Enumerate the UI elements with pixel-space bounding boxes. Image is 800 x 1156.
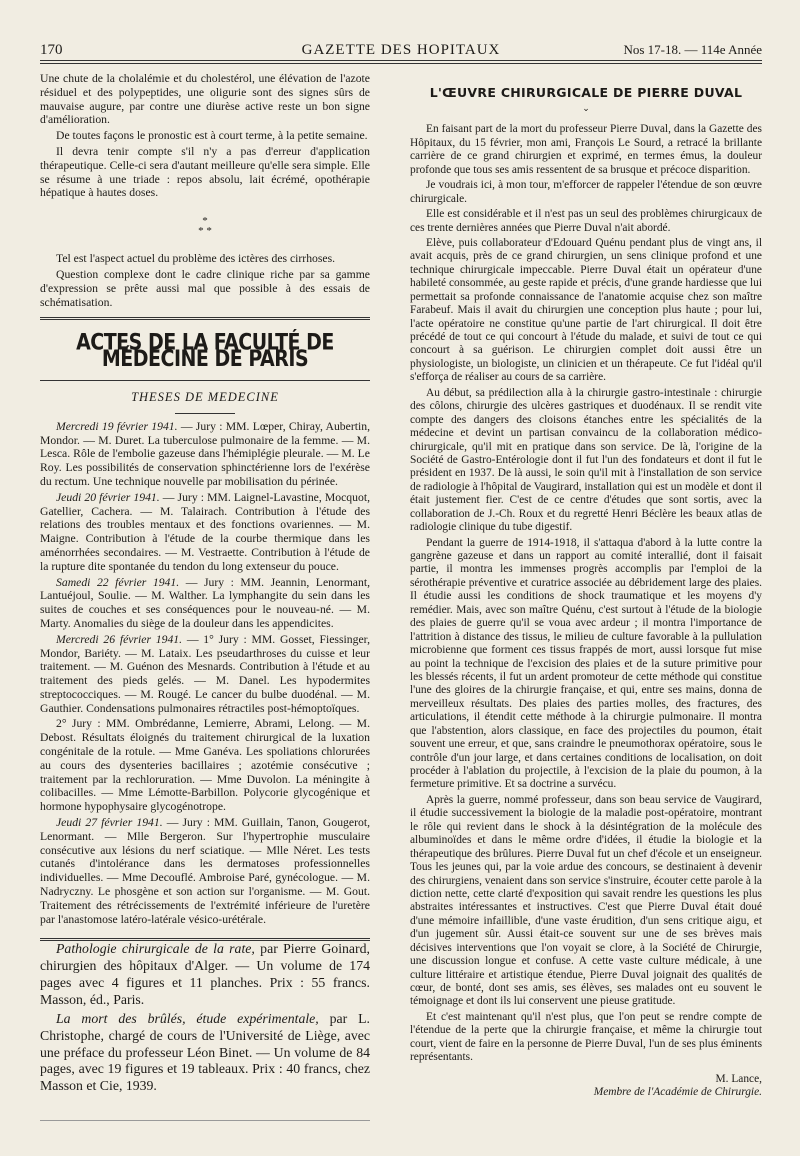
thesis-text: 2° Jury : MM. Ombrédanne, Lemierre, Abrami, Lelong. — M. Debost. Résultats éloignés du traitement chirurgical de la luxation congénitale de la rotule. — Mme Ganéva. Les spoliations chlorurées au cours des dysenteries bacillaires ; azotémie consécutive ; traitement par la rechloruration. — Mme Duvolon. La méningite à colibacilles. — Mme Lémotte-Barbillon. Polycorie glycogénique et hormone hypophysaire glycogénotrope.	[40, 717, 370, 814]
book-title: La mort des brûlés, étude expérimentale,	[56, 1010, 319, 1026]
book-details: par Pierre Goinard, chirurgien des hôpitaux d'Alger. — Un volume de 174 pages avec 4 figures et 11 planches. Prix : 55 francs. Masson, éd., Paris.	[40, 941, 370, 1007]
article-paragraph: Je voudrais ici, à mon tour, m'efforcer de rappeler l'étendue de son œuvre chirurgicale.	[410, 179, 762, 205]
book-list	[40, 941, 370, 1095]
ornament-icon: ⌄	[582, 103, 590, 114]
star-glyph: * *	[198, 225, 212, 238]
article-paragraph: Pendant la guerre de 1914-1918, il s'attaqua d'abord à la lutte contre la gangrène gazeuse et dans un rapport au comité interallié, dont il faisait partie, il montra les immenses progrès accomplis par l'emploi de la sérothérapie préventive et curatrice associée au débridement large des plaies. Il étudie aussi les conditions de shock traumatique et les moyens d'y remédier. Mais, avec son maître Quénu, c'est surtout à l'étude de la biologie des plaies de guerre qu'il se voua avec ardeur ; il montra l'importance de l'attrition à distance des tissus, le milieu de culture favorable à la pullulation microbienne que forment ces tissus frappés de mort, aussi lorsque fut mise au point la technique de l'excision des plaies et de la suture primitive pour les blessés récents, il fut un ardent promoteur de cette méthode qui constitue l'une des gloires de la chirurgie française, et qui, entre ses mains, donna de merveilleux résultats. Des plaies des parties molles, des fractures, des articulations, il étendit cette méthode à la chirurgie pulmonaire. Il montra que l'abstention, alors classique, en face des projectiles du poumon, était souvent une erreur, et que, sans craindre le pneumothorax opératoire, sous le contrôle d'un jour large, et dans certaines conditions de localisation, on doit procéder à l'ablation du projectile, à l'excision de la plaie du poumon, à la fermeture primitive. Et sa doctrine a survécu.	[410, 536, 762, 791]
theses-rule	[175, 413, 235, 414]
conclusion-paragraph: Tel est l'aspect actuel du problème des ictères des cirrhoses.	[56, 252, 336, 266]
thesis-text: — Jury : MM. Lœper, Chiray, Aubertin, Mondor. — M. Duret. La tuberculose pulmonaire de la femme. — M. Lesca. Rôle de l'embolie gazeuse dans l'hémiplégie pleurale. — M. Le Roy. Les possibilités de conservation sphinctérienne lors de l'exérèse du rectum. Une technique nouvelle par mobilisation du périnée.	[40, 419, 370, 488]
thesis-text: — Jury : MM. Jeannin, Lenormant, Lantuéjoul, Soulie. — M. Walther. La lymphangite du sein dans les suites de couches et ses conséquences pour le nouveau-né. — M. Marty. Anomalies du siège de la douleur dans les appendicites.	[40, 575, 371, 630]
acts-bottom-rule	[40, 380, 370, 381]
intro-paragraph: De toutes façons le pronostic est à court terme, à la petite semaine.	[56, 129, 368, 143]
theses-title: THESES DE MEDECINE	[131, 389, 279, 404]
article-paragraph: Elève, puis collaborateur d'Edouard Quénu pendant plus de vingt ans, il avait acquis, près de ce grand chirurgien, un sens clinique profond et une technique chirurgicale impeccable. Pierre Duval était un opérateur d'une habileté consommée, au geste rapide et précis, d'une grande hardiesse que lui permettait sa profonde connaissance de l'anatomie acquise chez son maître Farabeuf. Mais il avait du chirurgien une conception plus haute ; pour lui, l'acte opératoire ne constitue qu'une partie de l'art chirurgical. Il doit être précédé de tout ce qui concourt à l'étude du malade, et suivi de tout ce qui concourt à sa guérison. Le chirurgien complet doit aussi être un physiologiste, un biologiste, un clinicien et un thérapeute. Ce fut l'idéal qu'il s'efforça de réaliser au cours de sa carrière.	[410, 236, 762, 384]
book-details: par L. Christophe, chargé de cours de l'Université de Liège, avec une préface du professeur Léon Binet. — Un volume de 84 pages, avec 19 figures et 19 tableaux. Prix : 40 francs, chez Masson et Cie, 1939.	[40, 1010, 370, 1094]
intro-paragraph: Une chute de la cholalémie et du cholestérol, une élévation de l'azote résiduel et des polypeptides, une oligurie sont des signes sûrs de mauvaise augure, par contre une diurèse active reste un bon signe d'amélioration.	[40, 72, 370, 127]
thesis-date: Mercredi 19 février 1941.	[56, 419, 178, 433]
author-title: Membre de l'Académie de Chirurgie.	[593, 1086, 762, 1099]
theses-list	[40, 420, 370, 927]
thesis-entry	[40, 491, 370, 574]
article-paragraph: Elle est considérable et il n'est pas un seul des problèmes chirurgicaux de ces trente dernières années que Pierre Duval n'ait abordé.	[410, 208, 762, 234]
article-title: L'ŒUVRE CHIRURGICALE DE PIERRE DUVAL	[429, 85, 743, 100]
page-number: 170	[40, 42, 63, 58]
thesis-entry	[40, 816, 370, 926]
article-paragraph: En faisant part de la mort du professeur Pierre Duval, dans la Gazette des Hôpitaux, du 15 février, mon ami, François Le Sourd, a retracé la brillante carrière de ce grand chirurgien et exprimé, en termes émus, la douleur profonde que tous ses amis ressentent de sa brusque et précoce disparition.	[410, 123, 762, 176]
page-header	[40, 38, 762, 60]
article-paragraph: Après la guerre, nommé professeur, dans son beau service de Vaugirard, il étudie successivement la biologie de la maladie post-opératoire, montrant le rôle qui revient dans le shock à la désintégration de la molécule des albuminoïdes et dans le même ordre d'idées, il étudie la biologie et la thérapeutique des brûlures. Pierre Duval fut un chef d'école et un enseigneur. Tous les jeunes qui, par la voie ardue des concours, se destinaient à devenir des chirurgiens, venaient dans son service s'instruire, écouter cette parole à la diction nette, cette clarté d'exposition qui savait rendre les questions les plus abstraites intéressantes et instructives. C'est que Pierre Duval était doué d'une mémoire infaillible, d'une vaste érudition, d'un sens critique aigu, et d'un jugement sûr. Aussi était-ce souvent sur une de ses brèves mais décisives interventions que l'on voyait se clore, à la Société de Chirurgie, une discussion longue et confuse. A cette vaste culture médicale, à une culture littéraire et artistique étendue, Pierre Duval joignait des qualités de cœur, de bonté, dont ses amis, ses élèves, ses malades ont eu souvent le témoignage et dont ils lui conservent une pieuse gratitude.	[410, 793, 762, 1008]
left-column	[40, 72, 370, 1097]
thesis-entry	[40, 420, 370, 489]
article-paragraph: Au début, sa prédilection alla à la chirurgie gastro-intestinale : chirurgie des côlons, chirurgie des ulcères gastriques et duodénaux. Il se rendit vite compte des dangers des cloisons étanches entre les spécialités de la médecine et devint un partisan convaincu de la collaboration médico-chirurgicale, qu'il mit en pratique dans son service. De là, l'origine de la Société de Gastro-Entérologie dont il fut l'un des fondateurs et dont il fut le président en 1937. De là aussi, le soin qu'il mit à l'installation de son service de radiologie à l'hôpital de Vaugirard, installation qui est un modèle et dont il était justement fier. C'est de ce centre d'études que sont sortis, avec la collaboration de J.-Ch. Roux et du regretté Henri Béclère les beaux atlas de radiologie clinique du tube digestif.	[410, 386, 762, 534]
author-signature: M. Lance,	[715, 1072, 762, 1085]
thesis-date: Jeudi 27 février 1941.	[56, 816, 163, 830]
thesis-text: — Jury : MM. Laignel-Lavastine, Mocquot, Gatellier, Cachera. — M. Talairach. Contribution à l'étude des relations des troubles mentaux et des fonctions ovariennes. — M. Maigne. Contribution à l'étude de la courbe thermique dans les aménorrhées secondaires. — M. Vestraette. Contribution à l'étude de la rupture dite spontanée du tendon du long extenseur du pouce.	[40, 490, 370, 573]
article-paragraph: Et c'est maintenant qu'il n'est plus, que l'on peut se rendre compte de l'étendue de la perte que la chirurgie française, et même la chirurgie tout court, vient de faire en la personne de Pierre Duval, l'un de ses plus éminents représentants.	[410, 1010, 762, 1064]
thesis-date: Jeudi 20 février 1941.	[56, 490, 160, 504]
section-separator	[40, 216, 370, 236]
thesis-entry	[40, 717, 370, 814]
header-rule	[40, 60, 762, 61]
thesis-text: — Jury : MM. Guillain, Tanon, Gougerot, Lenormant. — Mlle Bergeron. Sur l'hypertrophie musculaire consécutive aux lésions du nerf sciatique. — Mlle Néret. Les tests cutanés d'intolérance dans les dermatoses professionnelles individuelles. — Mme Decouflé. Ambroise Paré, gynécologue. — M. Nadryczny. Le phosgène et son action sur l'organisme. — M. Gout. Traitement des rétrécissements de l'extrémité inférieure de l'uretère par l'anastomose latéro-latérale vésico-urétérale.	[40, 816, 370, 926]
footer-rule	[40, 1120, 370, 1121]
journal-title: GAZETTE DES HOPITAUX	[301, 42, 501, 58]
article-body	[410, 123, 762, 1064]
book-entry	[40, 941, 370, 1008]
thesis-entry	[40, 576, 370, 631]
intro-paragraph: Il devra tenir compte s'il n'y a pas d'erreur d'application thérapeutique. Celle-ci sera d'autant meilleure qu'elle sera simple. Elle se résume à une triade : repos absolu, lait écrémé, opothérapie hépatique à hautes doses.	[40, 144, 370, 200]
acts-top-rule	[40, 317, 370, 320]
thesis-text: — 1° Jury : MM. Gosset, Fiessinger, Mondor, Bariéty. — M. Lataix. Les pseudarthroses du cuisse et leur traitement. — M. Guénon des Mesnards. Contribution à l'étude et au traitement des pieds gelés. — M. Danel. Les hypodermites streptococciques. — M. Rougé. Le cancer du bulbe duodénal. — M. Gauthier. Condensations pulmonaires rétractiles post-hémoptoïques.	[40, 632, 370, 715]
issue-number: Nos 17-18. — 114e Année	[623, 42, 762, 57]
thesis-date: Mercredi 26 février 1941.	[56, 632, 183, 646]
book-entry	[40, 1011, 370, 1095]
book-title: Pathologie chirurgicale de la rate,	[56, 941, 255, 957]
star-glyph: *	[202, 215, 208, 228]
right-column	[410, 72, 762, 1100]
header-rule-2	[40, 63, 762, 64]
acts-title: ACTES DE LA FACULTÉ DE MÉDECINE DE PARIS	[76, 330, 334, 372]
thesis-entry	[40, 633, 370, 716]
conclusion-paragraph: Question complexe dont le cadre clinique riche par sa gamme d'expression se prête aussi mal que possible à des essais de schématisation.	[40, 267, 370, 309]
thesis-date: Samedi 22 février 1941.	[56, 575, 180, 589]
